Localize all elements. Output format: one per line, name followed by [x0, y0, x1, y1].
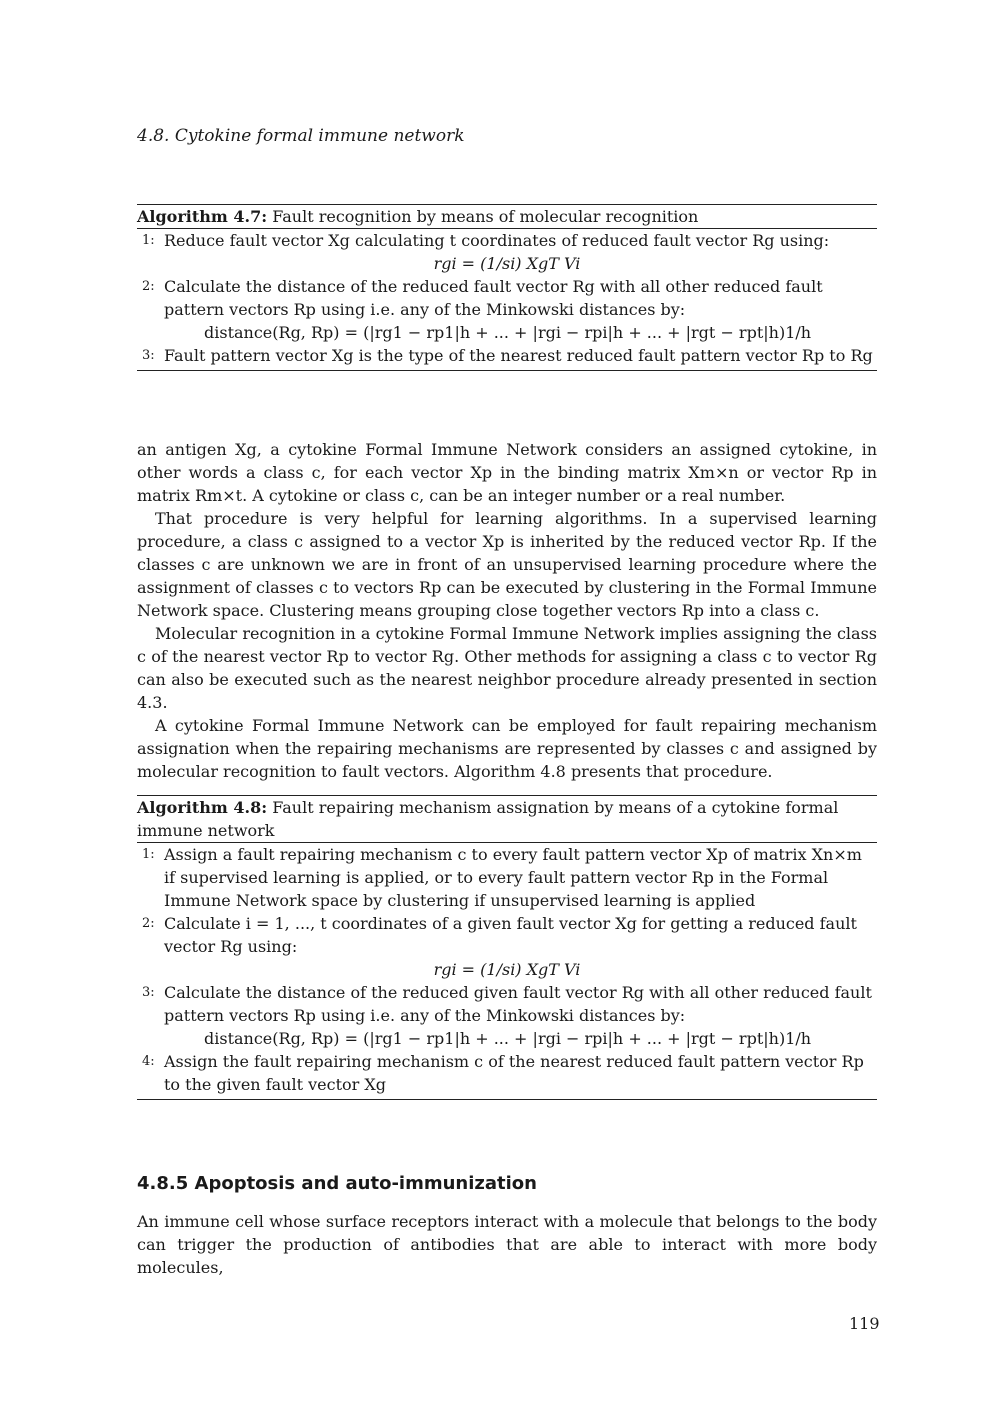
step-number: 3:	[142, 348, 155, 363]
algorithm-step	[137, 229, 877, 252]
bottom-rule	[137, 370, 877, 371]
step-number: 4:	[142, 1054, 155, 1069]
paragraph: That procedure is very helpful for learning algorithms. In a supervised learning procedure, a class c assigned to a vector Xp is inherited by the reduced vector Rp. If the classes c are unknown we are in front of an unsupervised learning procedure where the assignment of classes c to vectors Rp can be executed by clustering in the Formal Immune Network space. Clustering means grouping close together vectors Rp into a class c.	[137, 509, 877, 620]
step-number: 1:	[142, 233, 155, 248]
algorithm-4-7-box	[137, 204, 877, 371]
paragraph: A cytokine Formal Immune Network can be employed for fault repairing mechanism assignation when the repairing mechanisms are represented by classes c and assigned by molecular recognition to fault vectors. Algorithm 4.8 presents that procedure.	[137, 716, 877, 781]
step-text: Calculate the distance of the reduced given fault vector Rg with all other reduced fault pattern vectors Rp using i.e. any of the Minkowski distances by:	[164, 983, 872, 1025]
algorithm-title	[137, 796, 877, 842]
step-text: Calculate i = 1, ..., t coordinates of a given fault vector Xg for getting a reduced fault vector Rg using:	[164, 914, 857, 956]
step-number: 3:	[142, 985, 155, 1000]
algorithm-step	[137, 275, 877, 321]
bottom-rule	[137, 1099, 877, 1100]
section-body	[137, 1210, 877, 1279]
paragraph: an antigen Xg, a cytokine Formal Immune Network considers an assigned cytokine, in other words a class c, for each vector Xp in the binding matrix Xm×n or vector Rp in matrix Rm×t. A cytokine or class c, can be an integer number or a real number.	[137, 440, 877, 505]
step-number: 1:	[142, 847, 155, 862]
algorithm-title	[137, 205, 877, 228]
algorithm-title-text: Fault repairing mechanism assignation by means of a cytokine formal immune network	[137, 798, 839, 840]
formula-minkowski-distance: distance(Rg, Rp) = (|rg1 − rp1|h + ... + |rgi − rpi|h + ... + |rgt − rpt|h)1/h	[204, 323, 812, 342]
step-text: Reduce fault vector Xg calculating t coordinates of reduced fault vector Rg using:	[164, 231, 830, 250]
algorithm-step	[137, 1050, 877, 1096]
step-text: Assign a fault repairing mechanism c to every fault pattern vector Xp of matrix Xn×m if supervised learning is applied, or to every fault pattern vector Rp in the Formal Immune Network space by clustering if unsupervised learning is applied	[164, 845, 862, 910]
algorithm-step	[137, 981, 877, 1027]
paragraph: An immune cell whose surface receptors interact with a molecule that belongs to the body can trigger the production of antibodies that are able to interact with more body molecules,	[137, 1212, 877, 1277]
paragraph: Molecular recognition in a cytokine Formal Immune Network implies assigning the class c of the nearest vector Rp to vector Rg. Other methods for assigning a class c to vector Rg can also be executed such as the nearest neighbor procedure already presented in section 4.3.	[137, 624, 877, 712]
step-text: Assign the fault repairing mechanism c of the nearest reduced fault pattern vector Rp to the given fault vector Xg	[164, 1052, 864, 1094]
formula-reduced-coordinate: rgi = (1/si) XgT Vi	[433, 960, 581, 979]
algorithm-step	[137, 344, 877, 367]
formula-minkowski-distance: distance(Rg, Rp) = (|rg1 − rp1|h + ... + |rgi − rpi|h + ... + |rgt − rpt|h)1/h	[204, 1029, 812, 1048]
section-heading: 4.8.5 Apoptosis and auto-immunization	[137, 1173, 537, 1194]
algorithm-step	[137, 843, 877, 912]
formula-reduced-coordinate: rgi = (1/si) XgT Vi	[433, 254, 581, 273]
algorithm-label: Algorithm 4.7:	[137, 207, 268, 226]
step-number: 2:	[142, 279, 155, 294]
step-text: Fault pattern vector Xg is the type of the nearest reduced fault pattern vector Rp to Rg	[164, 346, 873, 365]
page-number: 119	[849, 1314, 880, 1333]
algorithm-title-text: Fault recognition by means of molecular recognition	[267, 207, 699, 226]
algorithm-4-8-box	[137, 795, 877, 1100]
step-text: Calculate the distance of the reduced fault vector Rg with all other reduced fault pattern vectors Rp using i.e. any of the Minkowski distances by:	[164, 277, 823, 319]
algorithm-step	[137, 912, 877, 958]
step-number: 2:	[142, 916, 155, 931]
body-paragraphs	[137, 438, 877, 783]
running-head: 4.8. Cytokine formal immune network	[137, 126, 465, 146]
algorithm-label: Algorithm 4.8:	[137, 798, 268, 817]
